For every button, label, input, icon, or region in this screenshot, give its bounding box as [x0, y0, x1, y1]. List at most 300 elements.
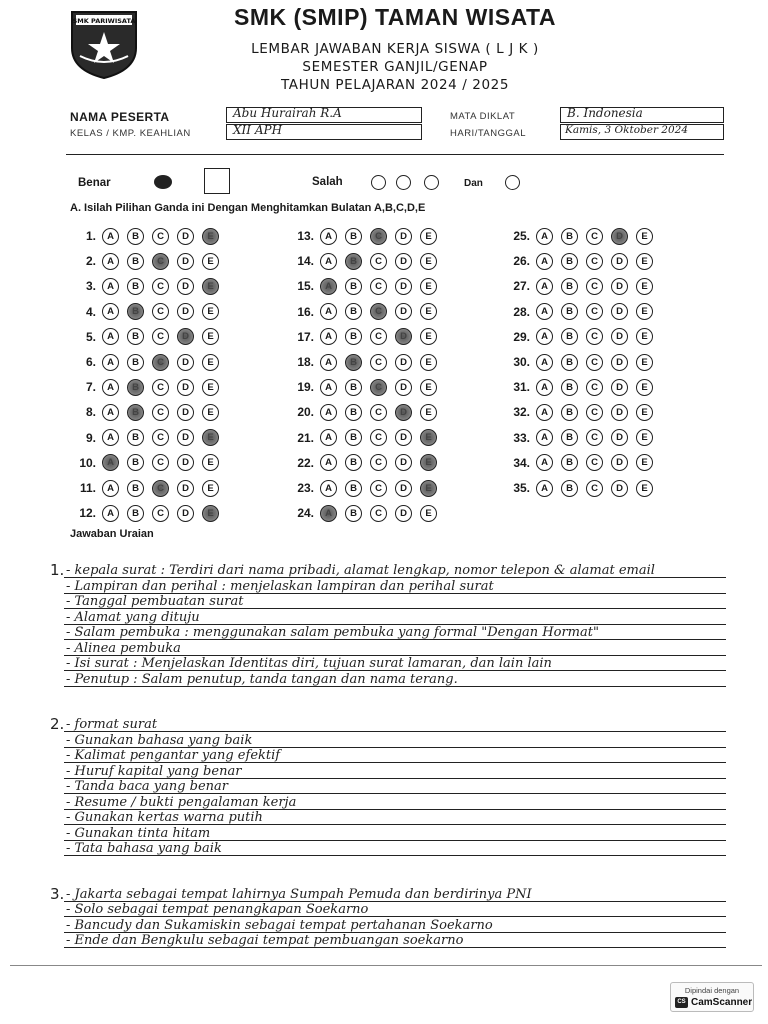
answer-bubble-e[interactable]: E: [202, 328, 219, 345]
essay-answer-line: - Gunakan kertas warna putih: [66, 810, 263, 825]
question-row: [284, 378, 445, 396]
answer-bubble-e[interactable]: E: [202, 480, 219, 497]
answer-bubble-d[interactable]: D: [395, 228, 412, 245]
answer-bubble-a[interactable]: A: [320, 454, 337, 471]
question-number: 24.: [297, 506, 314, 521]
answer-bubble-b[interactable]: B: [127, 303, 144, 320]
question-row: [66, 328, 227, 346]
answer-bubble-c[interactable]: C: [152, 278, 169, 295]
header-line-2: SEMESTER GANJIL/GENAP: [302, 59, 488, 75]
answer-bubble-a[interactable]: A: [102, 480, 119, 497]
answer-bubble-d[interactable]: D: [611, 228, 628, 245]
kelas-value: XII APH: [233, 123, 283, 137]
essay-number: 1.: [50, 561, 65, 579]
answer-bubble-b[interactable]: B: [561, 454, 578, 471]
answer-bubble-b[interactable]: B: [345, 404, 362, 421]
answer-bubble-a[interactable]: A: [102, 303, 119, 320]
answer-bubble-e[interactable]: E: [636, 429, 653, 446]
answer-bubble-e[interactable]: E: [420, 379, 437, 396]
question-number: 28.: [513, 304, 530, 319]
question-number: 32.: [513, 405, 530, 420]
question-number: 29.: [513, 329, 530, 344]
answer-bubble-c[interactable]: C: [152, 253, 169, 270]
answer-bubble-b[interactable]: B: [127, 253, 144, 270]
answer-bubble-b[interactable]: B: [345, 429, 362, 446]
essay-answer-line: - Alinea pembuka: [66, 640, 181, 656]
nama-label: NAMA PESERTA: [70, 110, 170, 124]
logo-text: SMK PARIWISATA: [72, 17, 136, 25]
watermark-line-1: Dipindai dengan: [684, 986, 740, 995]
answer-bubble-a[interactable]: A: [536, 278, 553, 295]
hari-field: [560, 124, 724, 140]
answer-bubble-c[interactable]: C: [152, 354, 169, 371]
answer-bubble-a[interactable]: A: [536, 253, 553, 270]
answer-bubble-a[interactable]: A: [320, 354, 337, 371]
answer-bubble-e[interactable]: E: [636, 328, 653, 345]
kelas-label: KELAS / KMP. KEAHLIAN: [70, 128, 191, 139]
essay-answer-line: - Gunakan bahasa yang baik: [66, 732, 253, 748]
answer-bubble-b[interactable]: B: [127, 404, 144, 421]
legend-box: [204, 168, 230, 194]
answer-bubble-a[interactable]: A: [536, 303, 553, 320]
answer-bubble-e[interactable]: E: [202, 379, 219, 396]
kelas-field: [226, 124, 422, 140]
answer-bubble-a[interactable]: A: [102, 278, 119, 295]
question-number: 2.: [85, 254, 96, 269]
answer-bubble-c[interactable]: C: [370, 404, 387, 421]
answer-bubble-e[interactable]: E: [202, 278, 219, 295]
answer-bubble-d[interactable]: D: [177, 429, 194, 446]
question-row: [66, 227, 227, 245]
question-row: [284, 328, 445, 346]
answer-bubble-d[interactable]: D: [611, 303, 628, 320]
answer-bubble-b[interactable]: B: [561, 253, 578, 270]
nama-field: [226, 107, 422, 123]
question-row: [500, 353, 661, 371]
question-number: 30.: [513, 355, 530, 369]
answer-bubble-e[interactable]: E: [636, 354, 653, 371]
answer-bubble-b[interactable]: B: [345, 328, 362, 345]
answer-bubble-d[interactable]: D: [177, 404, 194, 421]
answer-bubble-b[interactable]: B: [127, 379, 144, 396]
answer-bubble-e[interactable]: E: [420, 505, 437, 522]
answer-bubble-a[interactable]: A: [320, 328, 337, 345]
answer-bubble-e[interactable]: E: [202, 354, 219, 371]
answer-bubble-c[interactable]: C: [586, 480, 603, 497]
mapel-value: B. Indonesia: [567, 106, 643, 120]
answer-bubble-b[interactable]: B: [345, 228, 362, 245]
header-line-3: TAHUN PELAJARAN 2024 / 2025: [280, 77, 510, 93]
question-number: 34.: [513, 455, 530, 470]
answer-bubble-a[interactable]: A: [320, 505, 337, 522]
answer-bubble-a[interactable]: A: [102, 454, 119, 471]
answer-bubble-d[interactable]: D: [177, 354, 194, 371]
question-number: 19.: [297, 380, 314, 395]
answer-bubble-c[interactable]: C: [370, 454, 387, 471]
answer-bubble-d[interactable]: D: [177, 480, 194, 497]
question-row: [284, 252, 445, 270]
answer-bubble-c[interactable]: C: [370, 278, 387, 295]
answer-bubble-e[interactable]: E: [636, 454, 653, 471]
answer-bubble-d[interactable]: D: [395, 429, 412, 446]
answer-bubble-c[interactable]: C: [152, 429, 169, 446]
question-row: [66, 429, 227, 447]
question-row: [66, 303, 227, 321]
answer-bubble-e[interactable]: E: [420, 278, 437, 295]
answer-bubble-c[interactable]: C: [152, 454, 169, 471]
answer-bubble-d[interactable]: D: [395, 480, 412, 497]
answer-bubble-e[interactable]: E: [636, 404, 653, 421]
question-row: [500, 378, 661, 396]
question-row: [284, 227, 445, 245]
answer-bubble-c[interactable]: C: [152, 404, 169, 421]
answer-bubble-e[interactable]: E: [420, 228, 437, 245]
answer-bubble-b[interactable]: B: [127, 429, 144, 446]
essay-number: 2.: [50, 715, 65, 733]
question-row: [66, 378, 227, 396]
answer-bubble-e[interactable]: E: [636, 480, 653, 497]
answer-bubble-a[interactable]: A: [536, 228, 553, 245]
page-edge: [10, 965, 762, 966]
answer-bubble-c[interactable]: C: [152, 228, 169, 245]
question-row: [284, 454, 445, 472]
answer-bubble-b[interactable]: B: [345, 278, 362, 295]
answer-bubble-c[interactable]: C: [586, 228, 603, 245]
question-number: 1.: [85, 229, 96, 243]
question-number: 9.: [85, 430, 96, 445]
answer-bubble-c[interactable]: C: [370, 253, 387, 270]
answer-bubble-a[interactable]: A: [320, 278, 337, 295]
answer-bubble-b[interactable]: B: [345, 303, 362, 320]
legend-empty-bubble: [424, 175, 439, 190]
answer-bubble-d[interactable]: D: [395, 328, 412, 345]
question-row: [500, 403, 661, 421]
question-row: [500, 303, 661, 321]
essay-answer-line: - Solo sebagai tempat penangkapan Soekarno: [66, 902, 369, 917]
answer-bubble-e[interactable]: E: [420, 429, 437, 446]
answer-bubble-b[interactable]: B: [561, 354, 578, 371]
answer-bubble-b[interactable]: B: [561, 404, 578, 421]
question-number: 6.: [85, 355, 96, 369]
question-row: [66, 454, 227, 472]
answer-bubble-c[interactable]: C: [370, 480, 387, 497]
essay-answer-line: - Resume / bukti pengalaman kerja: [66, 794, 297, 810]
legend-dan-label: Dan: [464, 178, 483, 189]
essay-answer-line: - Huruf kapital yang benar: [66, 763, 242, 779]
answer-bubble-b[interactable]: B: [127, 228, 144, 245]
hari-value: Kamis, 3 Oktober 2024: [565, 124, 689, 136]
answer-bubble-c[interactable]: C: [370, 303, 387, 320]
essay-number: 3.: [50, 884, 65, 903]
question-number: 27.: [513, 279, 530, 294]
answer-bubble-b[interactable]: B: [345, 505, 362, 522]
answer-bubble-d[interactable]: D: [611, 379, 628, 396]
answer-bubble-b[interactable]: B: [127, 454, 144, 471]
answer-bubble-d[interactable]: D: [611, 404, 628, 421]
essay-answer-line: - Bancudy dan Sukamiskin sebagai tempat pertahanan Soekarno: [66, 917, 493, 933]
answer-bubble-b[interactable]: B: [127, 505, 144, 522]
question-row: [66, 252, 227, 270]
answer-bubble-d[interactable]: D: [177, 278, 194, 295]
essay-answer-line: - Gunakan tinta hitam: [66, 825, 211, 841]
answer-bubble-c[interactable]: C: [586, 328, 603, 345]
school-name: SMK (SMIP) TAMAN WISATA: [234, 4, 556, 30]
answer-bubble-a[interactable]: A: [102, 404, 119, 421]
question-row: [500, 277, 661, 295]
answer-bubble-e[interactable]: E: [636, 228, 653, 245]
answer-bubble-a[interactable]: A: [536, 404, 553, 421]
answer-bubble-b[interactable]: B: [345, 379, 362, 396]
legend-salah-label: Salah: [312, 176, 343, 188]
question-number: 26.: [513, 254, 530, 269]
answer-bubble-e[interactable]: E: [202, 404, 219, 421]
question-row: [284, 353, 445, 371]
answer-bubble-d[interactable]: D: [177, 379, 194, 396]
legend-empty-bubble: [505, 175, 520, 190]
answer-bubble-b[interactable]: B: [561, 303, 578, 320]
answer-bubble-d[interactable]: D: [395, 505, 412, 522]
answer-bubble-c[interactable]: C: [586, 404, 603, 421]
question-number: 10.: [79, 455, 96, 470]
answer-bubble-a[interactable]: A: [320, 228, 337, 245]
answer-bubble-a[interactable]: A: [536, 454, 553, 471]
answer-bubble-e[interactable]: E: [420, 253, 437, 270]
answer-bubble-d[interactable]: D: [611, 454, 628, 471]
answer-bubble-d[interactable]: D: [395, 454, 412, 471]
question-number: 31.: [513, 380, 530, 395]
question-row: [500, 429, 661, 447]
header-line-1: LEMBAR JAWABAN KERJA SISWA ( L J K ): [251, 41, 539, 57]
answer-bubble-c[interactable]: C: [586, 253, 603, 270]
question-row: [66, 353, 227, 371]
answer-bubble-c[interactable]: C: [586, 429, 603, 446]
answer-bubble-b[interactable]: B: [561, 379, 578, 396]
question-row: [500, 252, 661, 270]
camscanner-icon: CS: [675, 997, 688, 1008]
answer-bubble-c[interactable]: C: [152, 379, 169, 396]
answer-bubble-d[interactable]: D: [395, 404, 412, 421]
legend-empty-bubble: [396, 175, 411, 190]
question-row: [284, 479, 445, 497]
question-number: 11.: [79, 481, 96, 495]
answer-bubble-e[interactable]: E: [202, 505, 219, 522]
question-row: [500, 328, 661, 346]
answer-bubble-a[interactable]: A: [536, 429, 553, 446]
question-number: 33.: [513, 430, 530, 445]
answer-bubble-d[interactable]: D: [395, 303, 412, 320]
question-number: 8.: [85, 405, 96, 420]
question-row: [66, 277, 227, 295]
nama-value: Abu Hurairah R.A: [233, 106, 342, 120]
answer-bubble-d[interactable]: D: [177, 228, 194, 245]
answer-bubble-d[interactable]: D: [177, 253, 194, 270]
answer-bubble-c[interactable]: C: [586, 303, 603, 320]
essay-answer-line: - Ende dan Bengkulu sebagai tempat pembuangan soekarno: [66, 933, 464, 948]
question-row: [284, 403, 445, 421]
answer-bubble-c[interactable]: C: [152, 303, 169, 320]
answer-bubble-b[interactable]: B: [345, 354, 362, 371]
question-row: [284, 429, 445, 447]
answer-bubble-e[interactable]: E: [420, 354, 437, 371]
answer-bubble-e[interactable]: E: [202, 228, 219, 245]
question-row: [66, 479, 227, 497]
answer-bubble-b[interactable]: B: [127, 480, 144, 497]
answer-bubble-c[interactable]: C: [370, 379, 387, 396]
header-divider: [66, 154, 724, 155]
answer-bubble-a[interactable]: A: [102, 379, 119, 396]
essay-answer-line: - Tanda baca yang benar: [66, 779, 229, 794]
question-number: 14.: [297, 254, 314, 269]
question-number: 18.: [297, 355, 314, 369]
essay-answer-line: - Tanggal pembuatan surat: [66, 594, 244, 609]
question-number: 15.: [297, 279, 314, 294]
answer-bubble-a[interactable]: A: [320, 480, 337, 497]
answer-bubble-a[interactable]: A: [102, 253, 119, 270]
answer-bubble-d[interactable]: D: [611, 253, 628, 270]
answer-bubble-b[interactable]: B: [561, 228, 578, 245]
answer-bubble-e[interactable]: E: [420, 404, 437, 421]
answer-bubble-e[interactable]: E: [202, 303, 219, 320]
answer-bubble-b[interactable]: B: [345, 253, 362, 270]
answer-bubble-a[interactable]: A: [536, 354, 553, 371]
answer-bubble-a[interactable]: A: [536, 480, 553, 497]
answer-bubble-a[interactable]: A: [536, 328, 553, 345]
answer-bubble-a[interactable]: A: [102, 328, 119, 345]
essay-answer-line: - kepala surat : Terdiri dari nama pribadi, alamat lengkap, nomor telepon & alamat email: [66, 563, 655, 578]
essay-answer-line: - Jakarta sebagai tempat lahirnya Sumpah Pemuda dan berdirinya PNI: [66, 886, 532, 902]
legend-benar-label: Benar: [78, 177, 111, 189]
answer-bubble-b[interactable]: B: [127, 278, 144, 295]
answer-bubble-a[interactable]: A: [320, 404, 337, 421]
answer-bubble-e[interactable]: E: [636, 253, 653, 270]
answer-bubble-e[interactable]: E: [636, 278, 653, 295]
answer-bubble-c[interactable]: C: [370, 328, 387, 345]
answer-bubble-b[interactable]: B: [561, 429, 578, 446]
answer-bubble-b[interactable]: B: [561, 278, 578, 295]
question-number: 35.: [513, 481, 530, 495]
essay-answer-line: - Kalimat pengantar yang efektif: [66, 748, 281, 763]
answer-bubble-b[interactable]: B: [345, 480, 362, 497]
answer-bubble-d[interactable]: D: [177, 505, 194, 522]
question-number: 4.: [85, 304, 96, 319]
answer-bubble-c[interactable]: C: [586, 354, 603, 371]
answer-bubble-d[interactable]: D: [611, 354, 628, 371]
answer-bubble-c[interactable]: C: [586, 278, 603, 295]
answer-bubble-d[interactable]: D: [395, 354, 412, 371]
answer-bubble-b[interactable]: B: [561, 480, 578, 497]
answer-bubble-c[interactable]: C: [586, 379, 603, 396]
answer-bubble-a[interactable]: A: [320, 303, 337, 320]
answer-bubble-b[interactable]: B: [127, 328, 144, 345]
question-row: [66, 504, 227, 522]
answer-bubble-a[interactable]: A: [102, 505, 119, 522]
answer-bubble-e[interactable]: E: [636, 379, 653, 396]
answer-bubble-c[interactable]: C: [370, 505, 387, 522]
answer-bubble-c[interactable]: C: [152, 480, 169, 497]
question-row: [500, 454, 661, 472]
answer-bubble-e[interactable]: E: [636, 303, 653, 320]
essay-answer-line: - Salam pembuka : menggunakan salam pembuka yang formal "Dengan Hormat": [66, 625, 599, 640]
hari-label: HARI/TANGGAL: [450, 128, 527, 139]
answer-bubble-d[interactable]: D: [177, 454, 194, 471]
answer-bubble-d[interactable]: D: [611, 429, 628, 446]
legend-filled-bubble: [154, 175, 172, 189]
answer-bubble-d[interactable]: D: [177, 328, 194, 345]
question-number: 21.: [297, 430, 314, 445]
mapel-field: [560, 107, 724, 123]
answer-bubble-b[interactable]: B: [345, 454, 362, 471]
answer-bubble-e[interactable]: E: [420, 303, 437, 320]
answer-bubble-c[interactable]: C: [152, 505, 169, 522]
answer-bubble-c[interactable]: C: [370, 354, 387, 371]
answer-bubble-c[interactable]: C: [152, 328, 169, 345]
answer-bubble-e[interactable]: E: [420, 454, 437, 471]
answer-bubble-a[interactable]: A: [102, 228, 119, 245]
question-row: [66, 403, 227, 421]
question-number: 22.: [297, 455, 314, 470]
answer-bubble-d[interactable]: D: [611, 480, 628, 497]
question-number: 12.: [79, 506, 96, 521]
mapel-label: MATA DIKLAT: [450, 111, 516, 122]
answer-bubble-d[interactable]: D: [395, 253, 412, 270]
essay-heading: Jawaban Uraian: [70, 528, 154, 540]
question-row: [500, 479, 661, 497]
question-number: 3.: [85, 279, 96, 294]
question-number: 20.: [297, 405, 314, 420]
answer-bubble-b[interactable]: B: [561, 328, 578, 345]
section-a-instruction: A. Isilah Pilihan Ganda ini Dengan Menghitamkan Bulatan A,B,C,D,E: [70, 202, 426, 214]
answer-bubble-e[interactable]: E: [420, 480, 437, 497]
question-row: [500, 227, 661, 245]
essay-answer-line: - Lampiran dan perihal : menjelaskan lampiran dan perihal surat: [66, 578, 494, 594]
answer-bubble-e[interactable]: E: [202, 253, 219, 270]
answer-bubble-a[interactable]: A: [320, 429, 337, 446]
answer-bubble-d[interactable]: D: [611, 278, 628, 295]
answer-bubble-a[interactable]: A: [320, 253, 337, 270]
question-number: 23.: [297, 481, 314, 495]
answer-bubble-e[interactable]: E: [202, 454, 219, 471]
question-row: [284, 277, 445, 295]
answer-bubble-e[interactable]: E: [420, 328, 437, 345]
essay-answer-line: - Alamat yang dituju: [66, 609, 200, 625]
answer-bubble-a[interactable]: A: [320, 379, 337, 396]
answer-bubble-e[interactable]: E: [202, 429, 219, 446]
essay-answer-line: - format surat: [66, 717, 158, 732]
answer-bubble-a[interactable]: A: [102, 429, 119, 446]
question-number: 25.: [513, 229, 530, 243]
question-row: [284, 504, 445, 522]
watermark-line-2: CamScanner: [691, 997, 753, 1008]
question-number: 7.: [85, 380, 96, 395]
answer-bubble-a[interactable]: A: [102, 354, 119, 371]
answer-bubble-c[interactable]: C: [370, 429, 387, 446]
school-logo: [66, 8, 142, 80]
question-number: 5.: [85, 329, 96, 344]
answer-bubble-c[interactable]: C: [370, 228, 387, 245]
question-number: 16.: [297, 304, 314, 319]
answer-bubble-d[interactable]: D: [177, 303, 194, 320]
answer-bubble-d[interactable]: D: [395, 278, 412, 295]
essay-answer-line: - Penutup : Salam penutup, tanda tangan dan nama terang.: [66, 671, 458, 687]
answer-bubble-d[interactable]: D: [611, 328, 628, 345]
answer-bubble-b[interactable]: B: [127, 354, 144, 371]
answer-bubble-d[interactable]: D: [395, 379, 412, 396]
camscanner-watermark: [670, 982, 754, 1012]
essay-answer-line: - Isi surat : Menjelaskan Identitas diri, tujuan surat lamaran, dan lain lain: [66, 656, 552, 671]
question-number: 17.: [297, 329, 314, 344]
answer-bubble-a[interactable]: A: [536, 379, 553, 396]
answer-bubble-c[interactable]: C: [586, 454, 603, 471]
